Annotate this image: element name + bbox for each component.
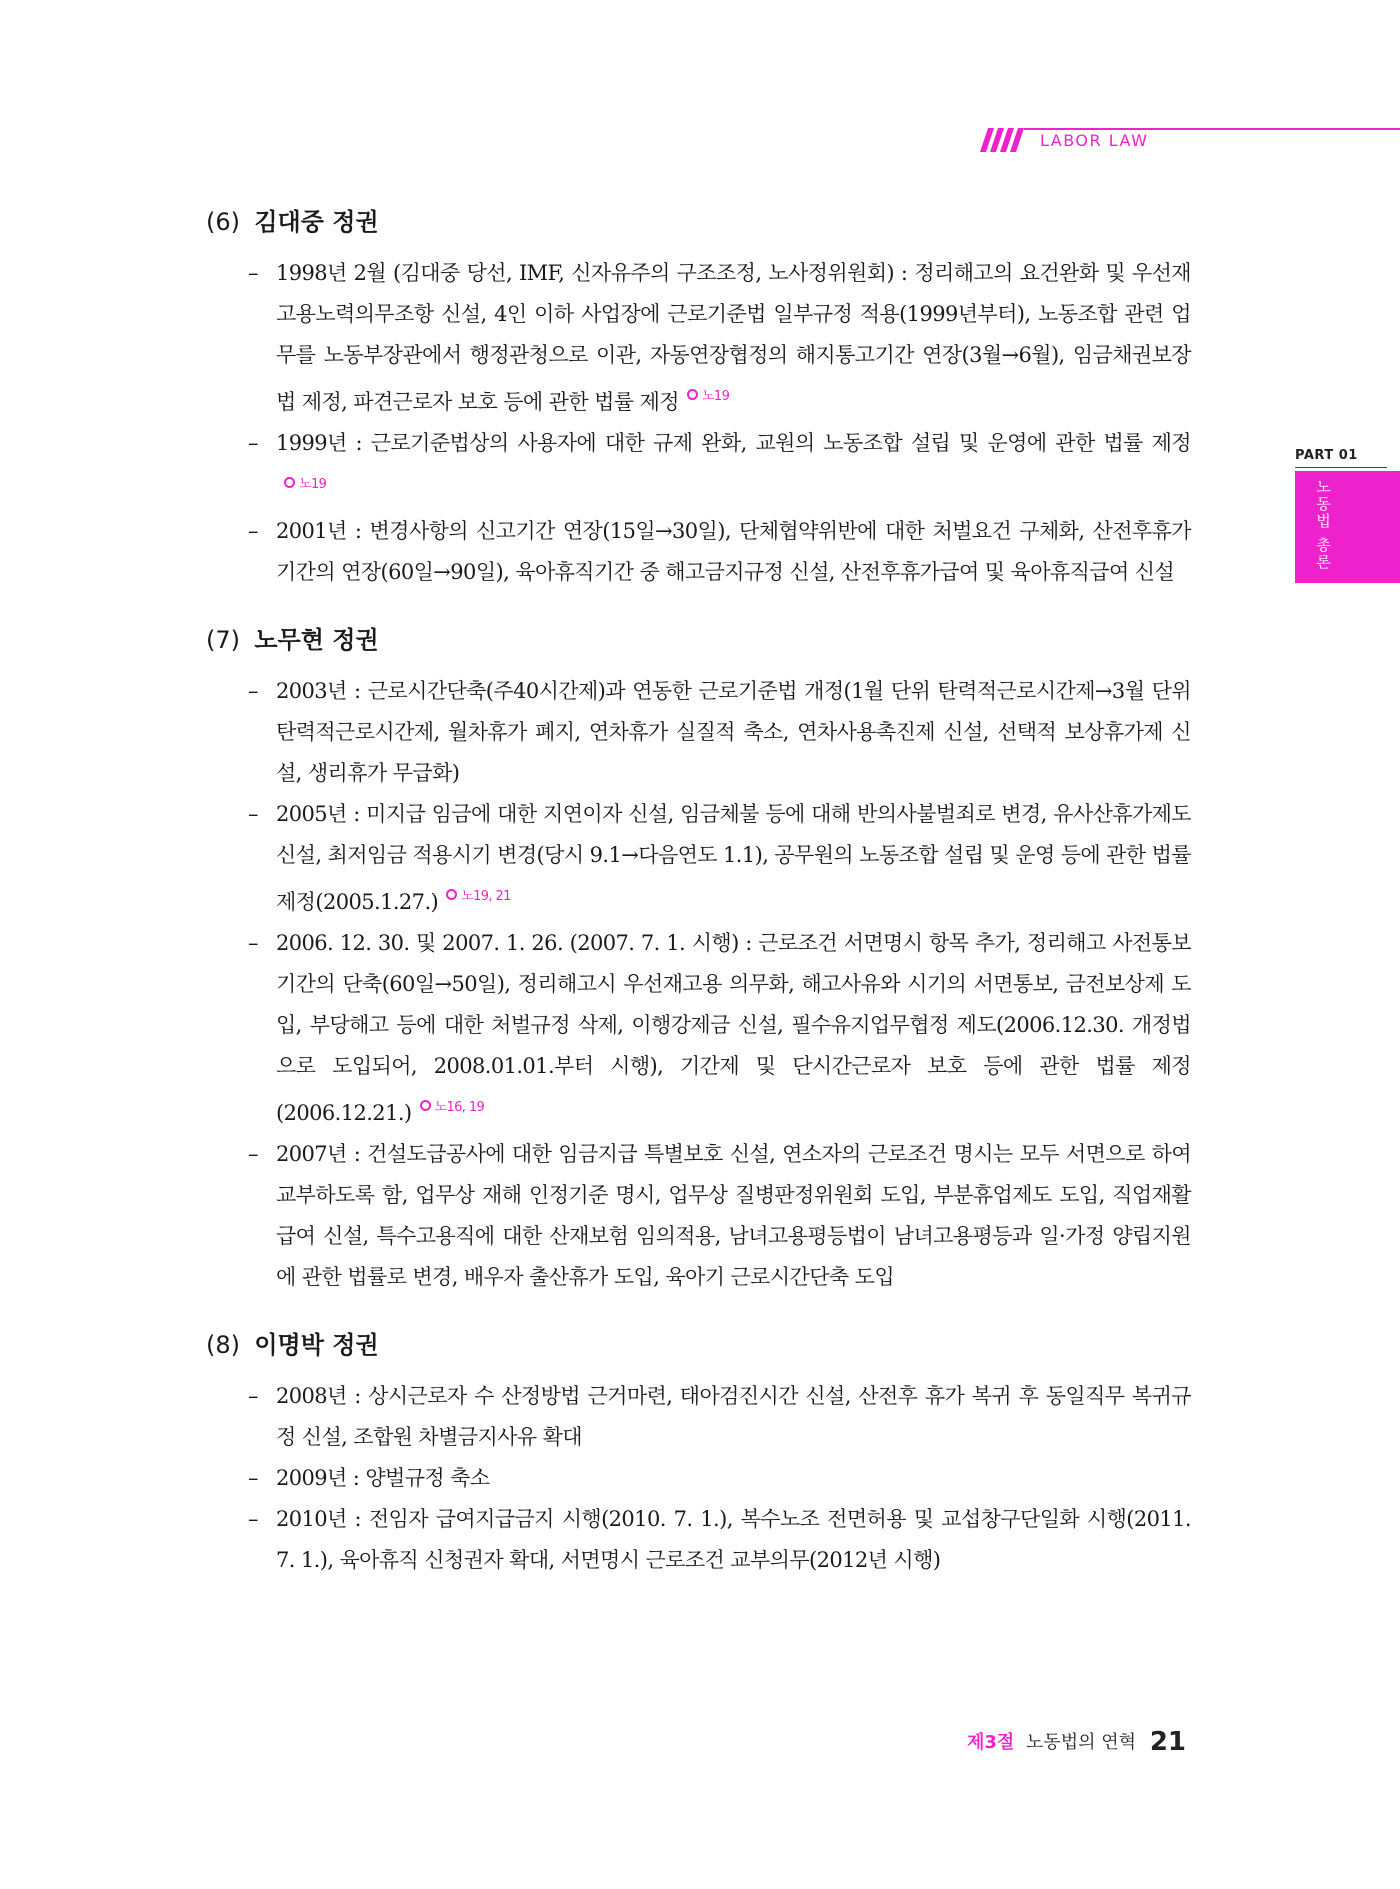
- section-8: [206, 1328, 1191, 1581]
- section-title: [206, 1328, 1191, 1362]
- item-list: [206, 671, 1191, 1298]
- footer-chapter: 제3절: [966, 1732, 1015, 1753]
- side-tab: [1295, 448, 1400, 583]
- section-7: [206, 623, 1191, 1298]
- item-text: 2005년 : 미지급 임금에 대한 지연이자 신설, 임금체불 등에 대해 반의사불벌죄로 변경, 유사산휴가제도 신설, 최저임금 적용시기 변경(당시 9.1→다음연도 1.1), 공무원의 노동조합 설립 및 운영 등에 관한 법률 제정(2005.1.27.): [276, 802, 1191, 914]
- list-item: – 2010년 : 전임자 급여지급금지 시행(2010. 7. 1.), 복수노조 전면허용 및 교섭창구단일화 시행(2011. 7. 1.), 육아휴직 신청권자 확대, 서면명시 근로조건 교부의무(2012년 시행): [248, 1507, 1191, 1572]
- list-item: – 1999년 : 근로기준법상의 사용자에 대한 규제 완화, 교원의 노동조합 설립 및 운영에 관한 법률 제정$^{노19}$: [248, 431, 1191, 492]
- item-text: 2009년 : 양벌규정 축소: [276, 1466, 490, 1490]
- exam-tag: 노19: [687, 389, 729, 404]
- side-tab-box: [1295, 471, 1400, 583]
- item-text: 2001년 : 변경사항의 신고기간 연장(15일→30일), 단체협약위반에 대한 처벌요건 구체화, 산전후휴가기간의 연장(60일→90일), 육아휴직기간 중 해고금지규정 신설, 산전후휴가급여 및 육아휴직급여 신설: [276, 519, 1191, 584]
- header-label: LABOR LAW: [1040, 131, 1149, 150]
- header-band: [980, 128, 1400, 152]
- list-item: – 1998년 2월 (김대중 당선, IMF, 신자유주의 구조조정, 노사정위원회) : 정리해고의 요건완화 및 우선재고용노력의무조항 신설, 4인 이하 사업장에 근로기준법 일부규정 적용(1999년부터), 노동조합 관련 업무를 노동부장관에서 행정관청으로 이관, 자동연장협정의 해지통고기간 연장(3월→6월), 임금채권보장법 제정, 파견근로자 보호 등에 관한 법률 제정 $^{노19}$: [248, 261, 1191, 414]
- section-heading: 이명박 정권: [254, 1331, 379, 1359]
- item-text: 2006. 12. 30. 및 2007. 1. 26. (2007. 7. 1. 시행) : 근로조건 서면명시 항목 추가, 정리해고 사전통보기간의 단축(60일→50일), 정리해고시 우선재고용 의무화, 해고사유와 시기의 서면통보, 금전보상제 도입, 부당해고 등에 대한 처벌규정 삭제, 이행강제금 신설, 필수유지업무협정 제도(2006.12.30. 개정법으로 도입되어, 2008.01.01.부터 시행), 기간제 및 단시간근로자 보호 등에 관한 법률 제정(2006.12.21.): [276, 931, 1191, 1125]
- item-text: 2003년 : 근로시간단축(주40시간제)과 연동한 근로기준법 개정(1월 단위 탄력적근로시간제→3월 단위 탄력적근로시간제, 월차휴가 폐지, 연차휴가 실질적 축소, 연차사용촉진제 신설, 선택적 보상휴가제 신설, 생리휴가 무급화): [276, 679, 1191, 785]
- circle-icon: [687, 389, 698, 400]
- item-list: [206, 253, 1191, 593]
- exam-tag: 노19, 21: [446, 889, 511, 904]
- section-title: [206, 623, 1191, 657]
- list-item: – 2007년 : 건설도급공사에 대한 임금지급 특별보호 신설, 연소자의 근로조건 명시는 모두 서면으로 하여 교부하도록 함, 업무상 재해 인정기준 명시, 업무상 질병판정위원회 도입, 부분휴업제도 도입, 직업재활급여 신설, 특수고용직에 대한 산재보험 임의적용, 남녀고용평등법이 남녀고용평등과 일·가정 양립지원에 관한 법률로 변경, 배우자 출산휴가 도입, 육아기 근로시간단축 도입: [248, 1142, 1191, 1289]
- exam-tag: 노19: [284, 477, 326, 492]
- list-item: – 2009년 : 양벌규정 축소: [248, 1466, 490, 1490]
- main-content: [206, 205, 1191, 1611]
- item-text: 2007년 : 건설도급공사에 대한 임금지급 특별보호 신설, 연소자의 근로조건 명시는 모두 서면으로 하여 교부하도록 함, 업무상 재해 인정기준 명시, 업무상 질병판정위원회 도입, 부분휴업제도 도입, 직업재활급여 신설, 특수고용직에 대한 산재보험 임의적용, 남녀고용평등법이 남녀고용평등과 일·가정 양립지원에 관한 법률로 변경, 배우자 출산휴가 도입, 육아기 근로시간단축 도입: [276, 1142, 1191, 1289]
- item-text: 2008년 : 상시근로자 수 산정방법 근거마련, 태아검진시간 신설, 산전후 휴가 복귀 후 동일직무 복귀규정 신설, 조합원 차별금지사유 확대: [276, 1384, 1191, 1449]
- circle-icon: [420, 1100, 431, 1111]
- item-text: 1998년 2월 (김대중 당선, IMF, 신자유주의 구조조정, 노사정위원회) : 정리해고의 요건완화 및 우선재고용노력의무조항 신설, 4인 이하 사업장에 근로기준법 일부규정 적용(1999년부터), 노동조합 관련 업무를 노동부장관에서 행정관청으로 이관, 자동연장협정의 해지통고기간 연장(3월→6월), 임금채권보장법 제정, 파견근로자 보호 등에 관한 법률 제정: [276, 261, 1191, 414]
- section-title: [206, 205, 1191, 239]
- section-number: (6): [206, 208, 240, 236]
- list-item: – 2008년 : 상시근로자 수 산정방법 근거마련, 태아검진시간 신설, 산전후 휴가 복귀 후 동일직무 복귀규정 신설, 조합원 차별금지사유 확대: [248, 1384, 1191, 1449]
- footer-chapter-title: 노동법의 연혁: [1026, 1732, 1137, 1753]
- page-footer: [967, 1727, 1186, 1757]
- stripes-icon: [980, 128, 1032, 152]
- item-text: 1999년 : 근로기준법상의 사용자에 대한 규제 완화, 교원의 노동조합 설립 및 운영에 관한 법률 제정: [276, 431, 1191, 455]
- item-list: [206, 1376, 1191, 1581]
- section-heading: 노무현 정권: [254, 626, 379, 654]
- circle-icon: [284, 477, 295, 488]
- exam-tag: 노16, 19: [420, 1100, 485, 1115]
- page-number: 21: [1149, 1727, 1186, 1757]
- header-rule: [1024, 128, 1400, 130]
- list-item: – 2006. 12. 30. 및 2007. 1. 26. (2007. 7. 1. 시행) : 근로조건 서면명시 항목 추가, 정리해고 사전통보기간의 단축(60일→50일), 정리해고시 우선재고용 의무화, 해고사유와 시기의 서면통보, 금전보상제 도입, 부당해고 등에 대한 처벌규정 삭제, 이행강제금 신설, 필수유지업무협정 제도(2006.12.30. 개정법으로 도입되어, 2008.01.01.부터 시행), 기간제 및 단시간근로자 보호 등에 관한 법률 제정(2006.12.21.) $^{노16, 19}$: [248, 931, 1191, 1125]
- list-item: – 2005년 : 미지급 임금에 대한 지연이자 신설, 임금체불 등에 대해 반의사불벌죄로 변경, 유사산휴가제도 신설, 최저임금 적용시기 변경(당시 9.1→다음연도 1.1), 공무원의 노동조합 설립 및 운영 등에 관한 법률 제정(2005.1.27.) $^{노19, 21}$: [248, 802, 1191, 914]
- section-number: (8): [206, 1331, 240, 1359]
- section-number: (7): [206, 626, 240, 654]
- item-text: 2010년 : 전임자 급여지급금지 시행(2010. 7. 1.), 복수노조 전면허용 및 교섭창구단일화 시행(2011. 7. 1.), 육아휴직 신청권자 확대, 서면명시 근로조건 교부의무(2012년 시행): [276, 1507, 1191, 1572]
- list-item: – 2003년 : 근로시간단축(주40시간제)과 연동한 근로기준법 개정(1월 단위 탄력적근로시간제→3월 단위 탄력적근로시간제, 월차휴가 폐지, 연차휴가 실질적 축소, 연차사용촉진제 신설, 선택적 보상휴가제 신설, 생리휴가 무급화): [248, 679, 1191, 785]
- list-item: – 2001년 : 변경사항의 신고기간 연장(15일→30일), 단체협약위반에 대한 처벌요건 구체화, 산전후휴가기간의 연장(60일→90일), 육아휴직기간 중 해고금지규정 신설, 산전후휴가급여 및 육아휴직급여 신설: [248, 519, 1191, 584]
- section-6: [206, 205, 1191, 593]
- side-tab-part: PART 01: [1295, 448, 1387, 468]
- side-tab-title: 노동법 총론: [1314, 479, 1332, 571]
- section-heading: 김대중 정권: [254, 208, 379, 236]
- circle-icon: [446, 889, 457, 900]
